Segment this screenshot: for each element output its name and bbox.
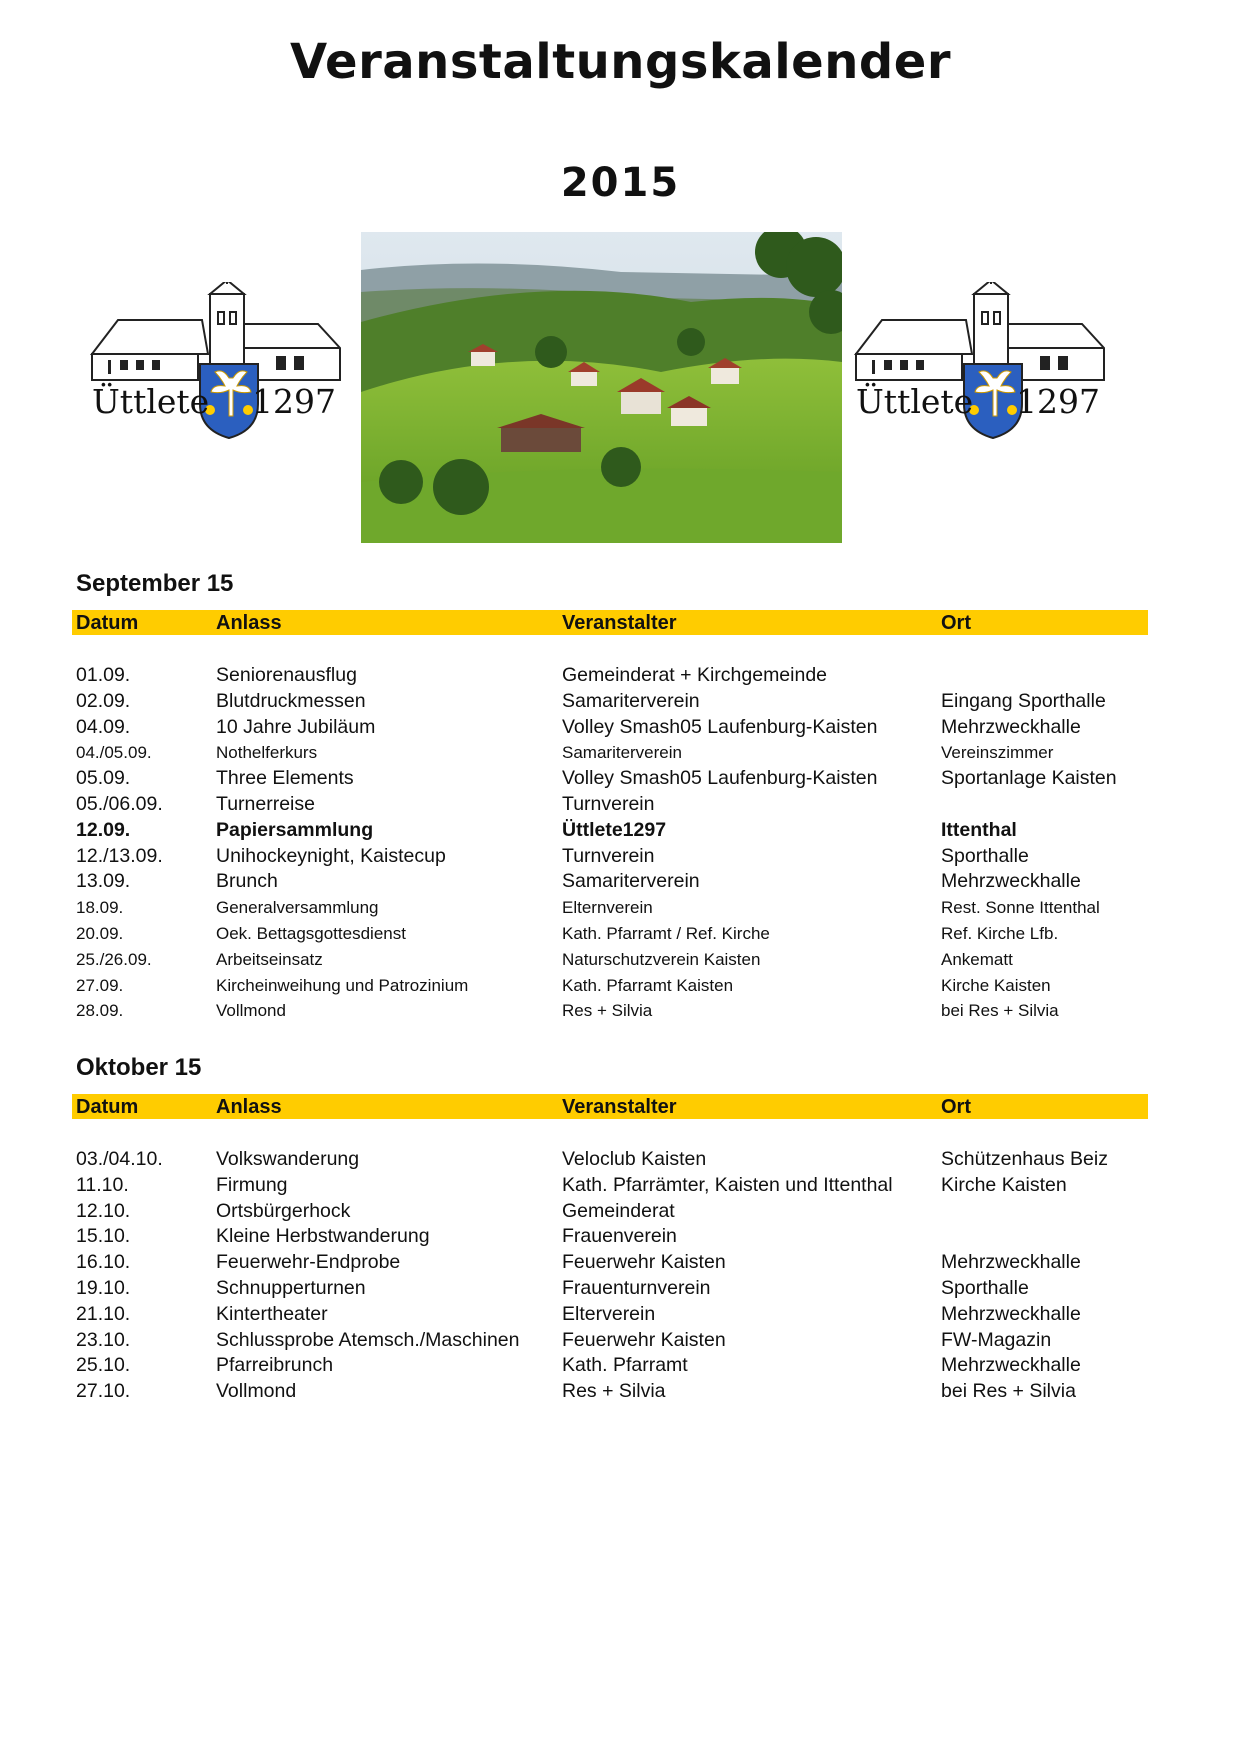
event-organizer: Res + Silvia <box>562 1001 653 1021</box>
event-location: Schützenhaus Beiz <box>941 1148 1108 1170</box>
table-row <box>76 664 1156 690</box>
event-location: FW-Magazin <box>941 1328 1052 1351</box>
table-row <box>76 870 1156 896</box>
event-name: Vollmond <box>216 1380 297 1403</box>
event-location: Mehrzweckhalle <box>941 1302 1081 1325</box>
header-ort: Ort <box>941 1096 971 1118</box>
table-row <box>76 1303 1156 1329</box>
header-datum: Datum <box>76 612 139 634</box>
event-organizer: Kath. Pfarramt / Ref. Kirche <box>562 923 770 943</box>
event-list-september <box>76 664 1156 1025</box>
event-location: Kirche Kaisten <box>941 975 1051 995</box>
event-date: 19.10. <box>76 1276 131 1299</box>
event-location: Sporthalle <box>941 1276 1029 1299</box>
event-date: 27.10. <box>76 1380 131 1403</box>
event-name: Feuerwehr-Endprobe <box>216 1251 401 1274</box>
event-location: Eingang Sporthalle <box>941 689 1106 712</box>
event-location: bei Res + Silvia <box>941 1001 1059 1021</box>
table-header-september <box>72 610 1148 635</box>
event-date: 25./26.09. <box>76 949 152 969</box>
header-ort: Ort <box>941 612 971 634</box>
event-name: Oek. Bettagsgottesdienst <box>216 923 406 943</box>
table-row <box>76 767 1156 793</box>
event-date: 11.10. <box>76 1173 129 1196</box>
event-name: Unihockeynight, Kaistecup <box>216 844 446 867</box>
event-date: 12.09. <box>76 818 131 841</box>
event-date: 01.09. <box>76 664 131 686</box>
event-organizer: Turnverein <box>562 792 655 815</box>
event-date: 04./05.09. <box>76 743 152 763</box>
event-date: 13.09. <box>76 870 131 893</box>
event-date: 04.09. <box>76 715 131 738</box>
event-location: Ref. Kirche Lfb. <box>941 923 1059 943</box>
event-name: Ortsbürgerhock <box>216 1199 351 1222</box>
event-date: 03./04.10. <box>76 1148 163 1170</box>
event-name: Generalversammlung <box>216 898 379 918</box>
table-row <box>76 922 1156 948</box>
table-row <box>76 1354 1156 1380</box>
event-location: Sportanlage Kaisten <box>941 767 1117 790</box>
table-row <box>76 974 1156 1000</box>
table-row <box>76 690 1156 716</box>
table-row <box>76 819 1156 845</box>
event-date: 23.10. <box>76 1328 131 1351</box>
event-organizer: Elterverein <box>562 1302 656 1325</box>
event-name: Three Elements <box>216 767 354 790</box>
header-datum: Datum <box>76 1096 139 1118</box>
table-row <box>76 948 1156 974</box>
event-date: 15.10. <box>76 1225 131 1248</box>
event-location: Rest. Sonne Ittenthal <box>941 898 1100 918</box>
event-organizer: Elternverein <box>562 898 653 918</box>
table-row <box>76 1174 1156 1200</box>
village-landscape-photo <box>361 232 842 543</box>
event-location: Kirche Kaisten <box>941 1173 1067 1196</box>
event-organizer: Frauenturnverein <box>562 1276 711 1299</box>
event-organizer: Kath. Pfarrämter, Kaisten und Ittenthal <box>562 1173 893 1196</box>
table-row <box>76 1380 1156 1406</box>
table-row <box>76 1200 1156 1226</box>
event-organizer: Samariterverein <box>562 689 700 712</box>
event-organizer: Samariterverein <box>562 870 700 893</box>
event-organizer: Volley Smash05 Laufenburg-Kaisten <box>562 767 878 790</box>
event-name: Seniorenausflug <box>216 664 357 686</box>
event-organizer: Kath. Pfarramt <box>562 1354 688 1377</box>
event-name: 10 Jahre Jubiläum <box>216 715 376 738</box>
event-list-oktober <box>76 1148 1156 1406</box>
event-organizer: Üttlete1297 <box>562 818 667 841</box>
table-row <box>76 1251 1156 1277</box>
table-row <box>76 896 1156 922</box>
village-logo-right <box>852 282 1112 442</box>
table-row <box>76 716 1156 742</box>
month-heading-oktober: Oktober 15 <box>76 1054 202 1081</box>
event-date: 05.09. <box>76 767 131 790</box>
header-veranstalter: Veranstalter <box>562 1096 677 1118</box>
logo-number: 1297 <box>252 382 336 421</box>
page-title: Veranstaltungskalender <box>290 34 951 90</box>
header-veranstalter: Veranstalter <box>562 612 677 634</box>
table-row <box>76 999 1156 1025</box>
logo-name: Üttlete <box>856 382 974 421</box>
event-date: 02.09. <box>76 689 131 712</box>
logo-name: Üttlete <box>92 382 210 421</box>
event-name: Turnerreise <box>216 792 315 815</box>
event-date: 28.09. <box>76 1001 124 1021</box>
event-name: Firmung <box>216 1173 288 1196</box>
table-row <box>76 1277 1156 1303</box>
event-name: Pfarreibrunch <box>216 1354 334 1377</box>
table-row <box>76 741 1156 767</box>
event-date: 21.10. <box>76 1302 131 1325</box>
event-name: Brunch <box>216 870 278 893</box>
event-name: Kleine Herbstwanderung <box>216 1225 430 1248</box>
event-name: Vollmond <box>216 1001 286 1021</box>
event-name: Nothelferkurs <box>216 743 318 763</box>
event-name: Schnupperturnen <box>216 1276 366 1299</box>
year-heading: 2015 <box>560 160 681 206</box>
event-organizer: Turnverein <box>562 844 655 867</box>
event-organizer: Samariterverein <box>562 743 682 763</box>
header-anlass: Anlass <box>216 1096 282 1118</box>
event-date: 12.10. <box>76 1199 131 1222</box>
event-name: Schlussprobe Atemsch./Maschinen <box>216 1328 520 1351</box>
event-location: Vereinszimmer <box>941 743 1054 763</box>
event-organizer: Kath. Pfarramt Kaisten <box>562 975 734 995</box>
event-organizer: Naturschutzverein Kaisten <box>562 949 761 969</box>
event-location: Mehrzweckhalle <box>941 870 1081 893</box>
header-anlass: Anlass <box>216 612 282 634</box>
event-date: 27.09. <box>76 975 124 995</box>
table-header-oktober <box>72 1094 1148 1119</box>
event-organizer: Feuerwehr Kaisten <box>562 1328 726 1351</box>
event-organizer: Res + Silvia <box>562 1380 666 1403</box>
event-location: Ittenthal <box>941 818 1017 841</box>
table-row <box>76 1148 1156 1174</box>
table-row <box>76 1225 1156 1251</box>
event-date: 05./06.09. <box>76 792 163 815</box>
event-organizer: Gemeinderat <box>562 1199 675 1222</box>
event-organizer: Volley Smash05 Laufenburg-Kaisten <box>562 715 878 738</box>
event-location: Sporthalle <box>941 844 1029 867</box>
table-row <box>76 1329 1156 1355</box>
event-name: Papiersammlung <box>216 818 374 841</box>
event-organizer: Feuerwehr Kaisten <box>562 1251 726 1274</box>
event-location: Ankematt <box>941 949 1013 969</box>
village-logo-left <box>88 282 348 442</box>
event-date: 12./13.09. <box>76 844 163 867</box>
event-location: Mehrzweckhalle <box>941 1354 1081 1377</box>
table-row <box>76 793 1156 819</box>
event-date: 25.10. <box>76 1354 131 1377</box>
event-date: 16.10. <box>76 1251 131 1274</box>
month-heading-september: September 15 <box>76 570 234 597</box>
logo-number: 1297 <box>1016 382 1100 421</box>
event-organizer: Veloclub Kaisten <box>562 1148 707 1170</box>
table-row <box>76 845 1156 871</box>
event-name: Volkswanderung <box>216 1148 360 1170</box>
event-date: 18.09. <box>76 898 124 918</box>
event-location: Mehrzweckhalle <box>941 715 1081 738</box>
event-location: Mehrzweckhalle <box>941 1251 1081 1274</box>
event-name: Blutdruckmessen <box>216 689 366 712</box>
event-name: Kintertheater <box>216 1302 328 1325</box>
event-location: bei Res + Silvia <box>941 1380 1076 1403</box>
event-organizer: Gemeinderat + Kirchgemeinde <box>562 664 828 686</box>
event-date: 20.09. <box>76 923 124 943</box>
event-name: Kircheinweihung und Patrozinium <box>216 975 469 995</box>
event-name: Arbeitseinsatz <box>216 949 323 969</box>
event-organizer: Frauenverein <box>562 1225 677 1248</box>
